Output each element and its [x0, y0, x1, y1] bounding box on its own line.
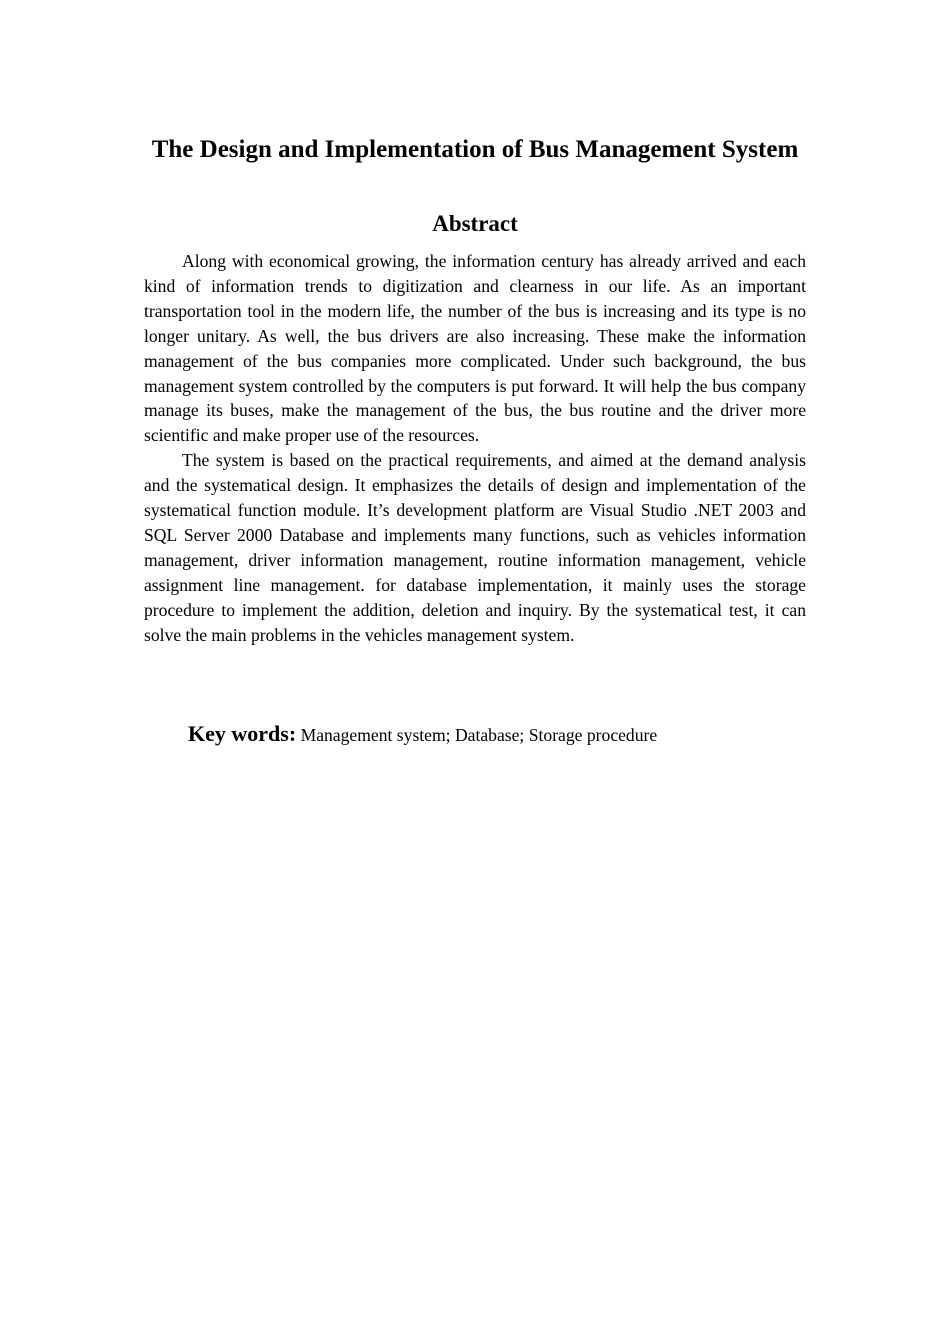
document-title: The Design and Implementation of Bus Management System [151, 136, 799, 163]
keywords-label: Key words: [188, 721, 297, 746]
keywords-line [188, 719, 808, 750]
abstract-body [144, 249, 806, 648]
abstract-paragraph-2: The system is based on the practical requirements, and aimed at the demand analysis and the systematical design. It emphasizes the details of design and implementation of the systematical function module. It’s development platform are Visual Studio .NET 2003 and SQL Server 2000 Database and implements many functions, such as vehicles information management, driver information management, routine information management, vehicle assignment line management. for database implementation, it mainly uses the storage procedure to implement the addition, deletion and inquiry. By the systematical test, it can solve the main problems in the vehicles management system. [144, 450, 806, 645]
keywords-text: Management system; Database; Storage procedure [300, 725, 658, 745]
abstract-paragraph-1: Along with economical growing, the information century has already arrived and each kind of information trends to digitization and clearness in our life. As an important transportation tool in the modern life, the number of the bus is increasing and its type is no longer unitary. As well, the bus drivers are also increasing. These make the information management of the bus companies more complicated. Under such background, the bus management system controlled by the computers is put forward. It will help the bus company manage its buses, make the management of the bus, the bus routine and the driver more scientific and make proper use of the resources. [144, 251, 806, 446]
abstract-heading: Abstract [432, 211, 518, 236]
